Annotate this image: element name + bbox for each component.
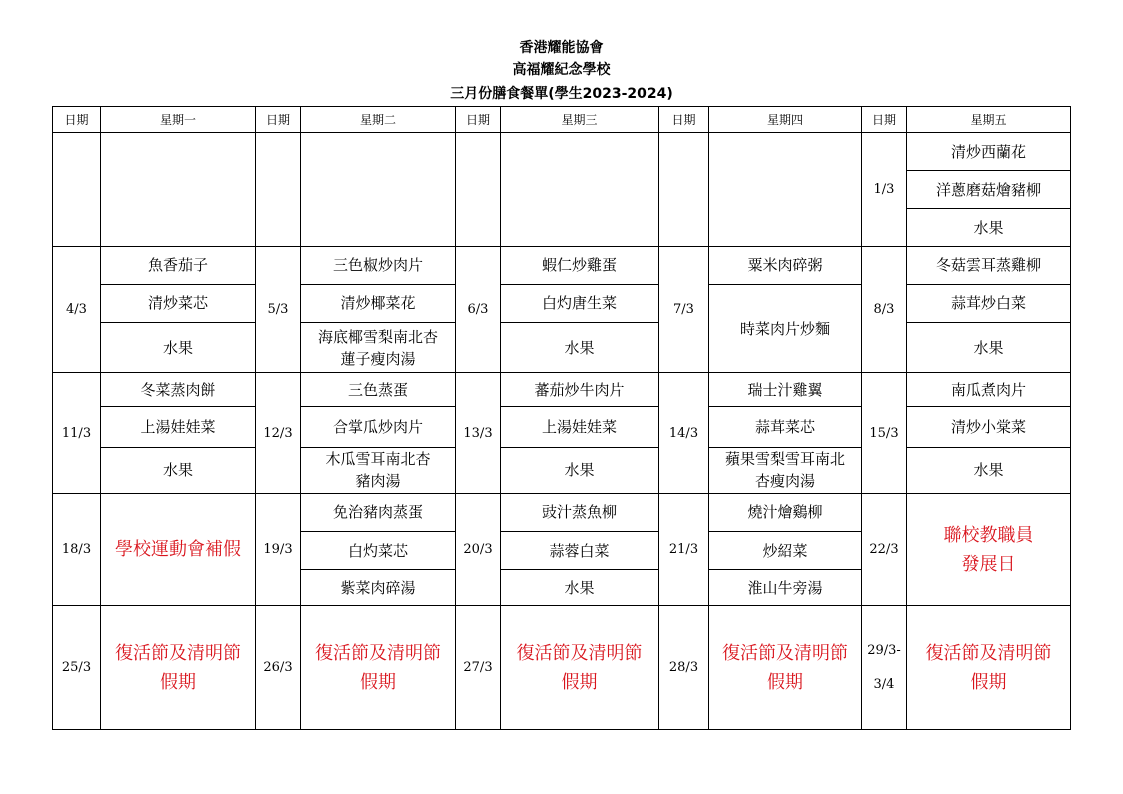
col-date: 日期 [53, 107, 101, 133]
dish-cell: 蒜茸炒白菜 [907, 284, 1071, 322]
empty-cell [456, 133, 501, 247]
dish-cell: 白灼菜芯 [301, 531, 456, 569]
date-cell: 26/3 [256, 606, 301, 730]
date-cell: 20/3 [456, 493, 501, 606]
date-cell [862, 606, 907, 730]
dish-cell: 冬菇雲耳蒸雞柳 [907, 246, 1071, 284]
association-title: 香港耀能協會 [519, 40, 604, 56]
dish-cell: 蕃茄炒牛肉片 [501, 373, 659, 407]
date-cell: 11/3 [53, 373, 101, 494]
dish-cell [301, 322, 456, 372]
holiday-line: 復活節及清明節 [722, 642, 848, 664]
date-cell: 28/3 [659, 606, 709, 730]
dish-cell: 清炒西蘭花 [907, 133, 1071, 171]
date-cell: 21/3 [659, 493, 709, 606]
dish-cell: 清炒小棠菜 [907, 407, 1071, 447]
week1-row [53, 133, 1071, 171]
school-title: 高福耀紀念學校 [512, 62, 611, 78]
holiday-cell [101, 606, 256, 730]
empty-cell [101, 133, 256, 247]
date-cell: 4/3 [53, 246, 101, 373]
holiday-line: 假期 [360, 671, 396, 693]
holiday-line: 復活節及清明節 [516, 642, 643, 664]
col-date: 日期 [456, 107, 501, 133]
holiday-line: 假期 [970, 671, 1007, 693]
week2-row [53, 246, 1071, 284]
dish-cell: 紫菜肉碎湯 [301, 570, 456, 606]
date-cell: 19/3 [256, 493, 301, 606]
dish-line: 海底椰雪梨南北杏 [317, 327, 438, 346]
empty-cell [709, 133, 862, 247]
dish-cell: 洋蔥磨菇燴豬柳 [907, 171, 1071, 209]
holiday-line: 復活節及清明節 [115, 642, 241, 664]
dish-line: 蓮子瘦肉湯 [340, 349, 416, 368]
col-fri: 星期五 [907, 107, 1071, 133]
date-cell: 14/3 [659, 373, 709, 494]
dish-cell [301, 447, 456, 493]
dish-cell: 水果 [501, 322, 659, 372]
holiday-cell [907, 606, 1071, 730]
dish-cell: 水果 [101, 447, 256, 493]
date-cell: 5/3 [256, 246, 301, 373]
holiday-cell [501, 606, 659, 730]
dish-cell: 清炒椰菜花 [301, 284, 456, 322]
col-mon: 星期一 [101, 107, 256, 133]
date-cell: 12/3 [256, 373, 301, 494]
col-date: 日期 [256, 107, 301, 133]
dish-cell: 水果 [907, 209, 1071, 246]
dish-cell: 蒜蓉白菜 [501, 531, 659, 569]
holiday-line: 聯校教職員 [943, 524, 1034, 546]
dish-line: 木瓜雪耳南北杏 [325, 450, 431, 469]
dish-cell: 南瓜煮肉片 [907, 373, 1071, 407]
dish-cell: 上湯娃娃菜 [501, 407, 659, 447]
dish-cell: 合掌瓜炒肉片 [301, 407, 456, 447]
holiday-line: 假期 [561, 671, 598, 693]
date-cell: 15/3 [862, 373, 907, 494]
empty-cell [659, 133, 709, 247]
holiday-line: 復活節及清明節 [315, 642, 441, 664]
dish-cell: 豉汁蒸魚柳 [501, 493, 659, 531]
holiday-line: 假期 [160, 671, 196, 693]
date-cell: 13/3 [456, 373, 501, 494]
date-line: 3/4 [873, 676, 895, 692]
empty-cell [501, 133, 659, 247]
dish-cell: 水果 [501, 447, 659, 493]
menu-title: 三月份膳食餐單(學生2023-2024) [450, 86, 673, 102]
empty-cell [256, 133, 301, 247]
dish-cell: 清炒菜芯 [101, 284, 256, 322]
dish-cell: 時菜肉片炒麵 [709, 284, 862, 372]
dish-line: 豬肉湯 [355, 472, 401, 491]
dish-cell: 粟米肉碎粥 [709, 246, 862, 284]
dish-cell: 瑞士汁雞翼 [709, 373, 862, 407]
holiday-line: 發展日 [961, 553, 1016, 575]
date-cell: 1/3 [862, 133, 907, 247]
dish-cell: 免治豬肉蒸蛋 [301, 493, 456, 531]
empty-cell [53, 133, 101, 247]
menu-table [52, 106, 1071, 730]
date-line: 29/3- [867, 642, 901, 658]
week3-row [53, 373, 1071, 407]
dish-cell: 炒紹菜 [709, 531, 862, 569]
date-cell: 8/3 [862, 246, 907, 373]
dish-cell: 三色椒炒肉片 [301, 246, 456, 284]
col-thu: 星期四 [709, 107, 862, 133]
dish-cell: 白灼唐生菜 [501, 284, 659, 322]
holiday-cell [709, 606, 862, 730]
dish-line: 蘋果雪梨雪耳南北 [724, 450, 845, 469]
date-cell: 27/3 [456, 606, 501, 730]
dish-cell: 水果 [907, 447, 1071, 493]
date-cell: 25/3 [53, 606, 101, 730]
dish-cell: 水果 [501, 570, 659, 606]
date-cell: 22/3 [862, 493, 907, 606]
dish-cell: 上湯娃娃菜 [101, 407, 256, 447]
holiday-cell [907, 493, 1071, 606]
dish-cell: 水果 [907, 322, 1071, 372]
dish-cell: 燒汁燴鷄柳 [709, 493, 862, 531]
week4-row [53, 493, 1071, 531]
dish-line: 杏瘦肉湯 [754, 472, 815, 491]
date-cell: 18/3 [53, 493, 101, 606]
dish-cell: 三色蒸蛋 [301, 373, 456, 407]
col-date: 日期 [659, 107, 709, 133]
dish-cell [709, 447, 862, 493]
dish-cell: 冬菜蒸肉餅 [101, 373, 256, 407]
dish-cell: 蒜茸菜芯 [709, 407, 862, 447]
header-row [53, 107, 1071, 133]
dish-cell: 淮山牛旁湯 [709, 570, 862, 606]
date-cell: 6/3 [456, 246, 501, 373]
empty-cell [301, 133, 456, 247]
dish-cell: 魚香茄子 [101, 246, 256, 284]
holiday-cell: 學校運動會補假 [101, 493, 256, 606]
holiday-line: 復活節及清明節 [925, 642, 1052, 664]
holiday-cell [301, 606, 456, 730]
dish-cell: 蝦仁炒雞蛋 [501, 246, 659, 284]
dish-cell: 水果 [101, 322, 256, 372]
holiday-line: 假期 [767, 671, 803, 693]
col-wed: 星期三 [501, 107, 659, 133]
col-tue: 星期二 [301, 107, 456, 133]
date-cell: 7/3 [659, 246, 709, 373]
col-date: 日期 [862, 107, 907, 133]
week5-row [53, 606, 1071, 730]
